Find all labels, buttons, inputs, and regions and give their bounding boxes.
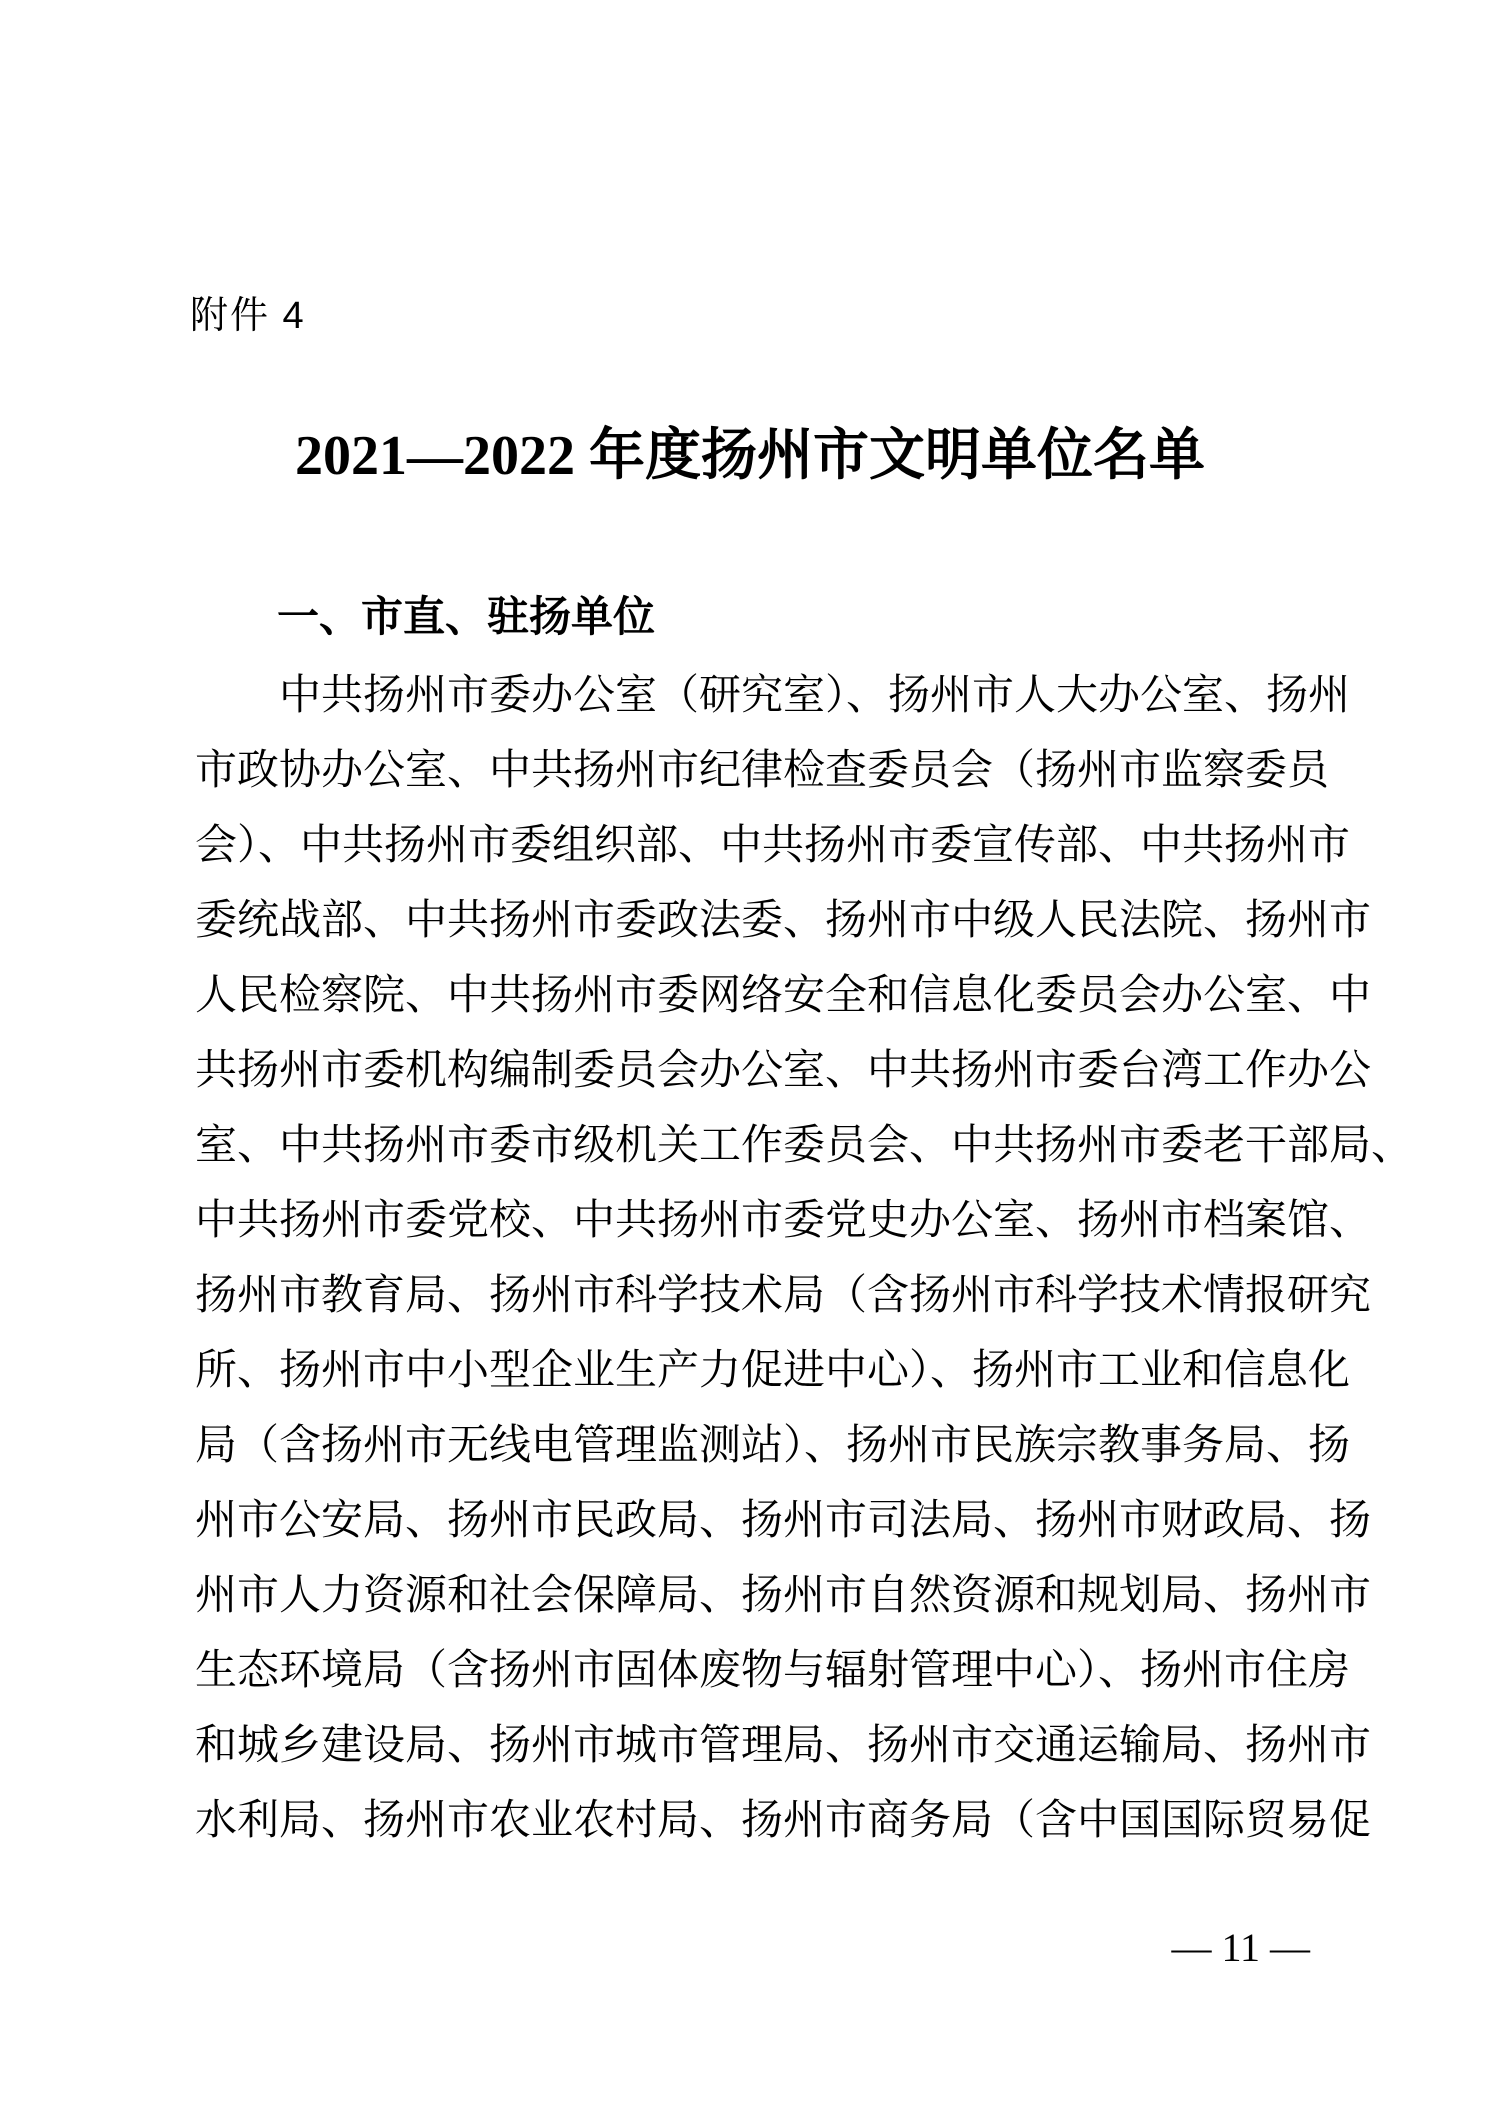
body-line: 生态环境局（含扬州市固体废物与辐射管理中心）、扬州市住房 [195,1648,1351,1694]
body-line: 水利局、扬州市农业农村局、扬州市商务局（含中国国际贸易促 [195,1798,1372,1844]
document-title: 2021—2022 年度扬州市文明单位名单 [295,425,1205,487]
body-line: 局（含扬州市无线电管理监测站）、扬州市民族宗教事务局、扬 [195,1423,1351,1469]
body-line: 室、中共扬州市委市级机关工作委员会、中共扬州市委老干部局、 [195,1123,1414,1169]
section-heading: 一、市直、驻扬单位 [277,593,656,640]
body-paragraph [195,659,1414,1859]
body-line: 委统战部、中共扬州市委政法委、扬州市中级人民法院、扬州市 [195,898,1372,944]
body-line: 州市公安局、扬州市民政局、扬州市司法局、扬州市财政局、扬 [195,1498,1372,1544]
body-line: 州市人力资源和社会保障局、扬州市自然资源和规划局、扬州市 [195,1573,1372,1619]
body-line: 扬州市教育局、扬州市科学技术局（含扬州市科学技术情报研究 [195,1273,1372,1319]
body-line: 中共扬州市委党校、中共扬州市委党史办公室、扬州市档案馆、 [195,1198,1372,1244]
attachment-label: 附件 4 [190,295,306,337]
body-line: 所、扬州市中小型企业生产力促进中心）、扬州市工业和信息化 [195,1348,1351,1394]
body-line: 和城乡建设局、扬州市城市管理局、扬州市交通运输局、扬州市 [195,1723,1372,1769]
body-line: 中共扬州市委办公室（研究室）、扬州市人大办公室、扬州 [279,673,1351,719]
page-number: — 11 — [1171,1925,1310,1970]
body-line: 会）、中共扬州市委组织部、中共扬州市委宣传部、中共扬州市 [195,823,1351,869]
body-line: 市政协办公室、中共扬州市纪律检查委员会（扬州市监察委员 [195,748,1330,794]
body-line: 共扬州市委机构编制委员会办公室、中共扬州市委台湾工作办公 [195,1048,1372,1094]
body-line: 人民检察院、中共扬州市委网络安全和信息化委员会办公室、中 [195,973,1372,1019]
